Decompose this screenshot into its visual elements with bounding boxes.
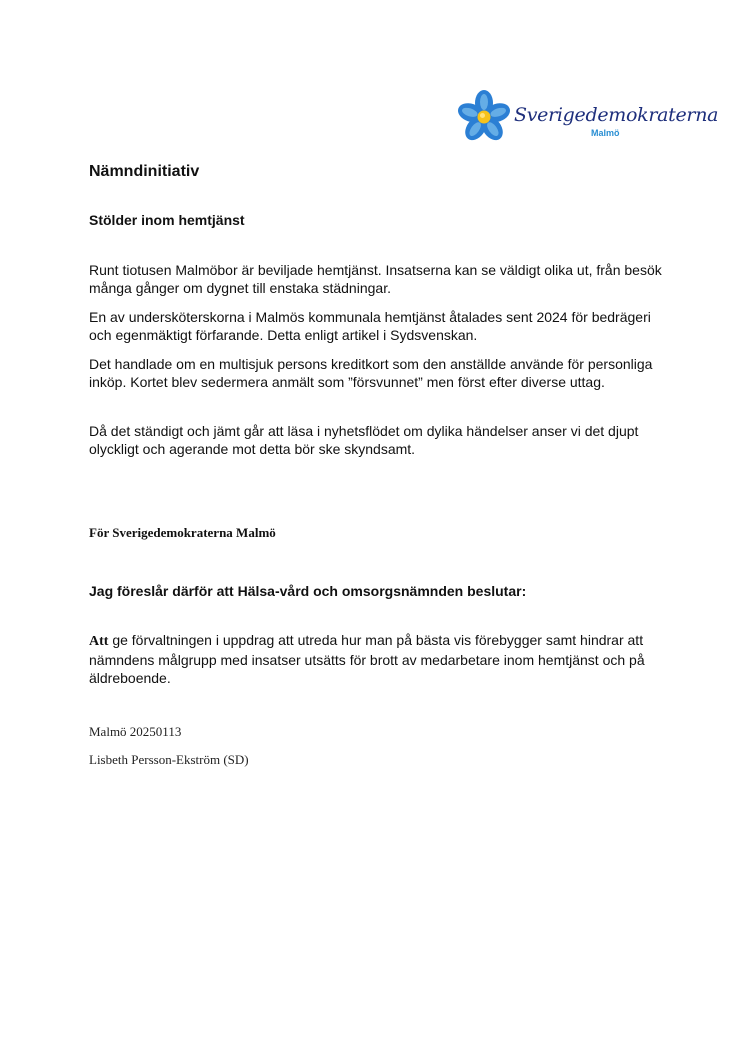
signature-line: För Sverigedemokraterna Malmö — [89, 525, 276, 540]
paragraph: Då det ständigt och jämt går att läsa i nyhetsflödet om dylika händelser anser vi det djupt olyckligt och agerande mot detta bör ske skyndsamt. — [89, 423, 639, 457]
place-date: Malmö 20250113 — [89, 724, 182, 739]
logo-wordmark: Sverigedemokraterna — [514, 104, 719, 126]
logo-subtitle: Malmö — [591, 128, 620, 138]
paragraph: Det handlade om en multisjuk persons kreditkort som den anställde använde för personliga inköp. Kortet blev sedermera anmält som ”försvunnet” men först efter diverse uttag. — [89, 356, 653, 390]
proposal-text: ge förvaltningen i uppdrag att utreda hur man på bästa vis förebygger samt hindrar att nämndens målgrupp med insatser utsätts för brott av medarbetare inom hemtjänst och på äldreboende. — [89, 632, 645, 686]
proposal-lead-word: Att — [89, 634, 109, 649]
author: Lisbeth Persson-Ekström (SD) — [89, 752, 249, 767]
party-logo — [458, 88, 719, 148]
proposal-heading: Jag föreslår därför att Hälsa-vård och omsorgsnämnden beslutar: — [89, 583, 527, 599]
proposal-body — [89, 631, 669, 687]
paragraph: Runt tiotusen Malmöbor är beviljade hemtjänst. Insatserna kan se väldigt olika ut, från besök många gånger om dygnet till enstaka städningar. — [89, 262, 662, 296]
paragraph: En av undersköterskorna i Malmös kommunala hemtjänst åtalades sent 2024 för bedrägeri och egenmäktigt förfarande. Detta enligt artikel i Sydsvenskan. — [89, 309, 651, 343]
document-subtitle: Stölder inom hemtjänst — [89, 212, 245, 228]
document-title: Nämndinitiativ — [89, 163, 200, 180]
flower-icon — [458, 88, 514, 146]
